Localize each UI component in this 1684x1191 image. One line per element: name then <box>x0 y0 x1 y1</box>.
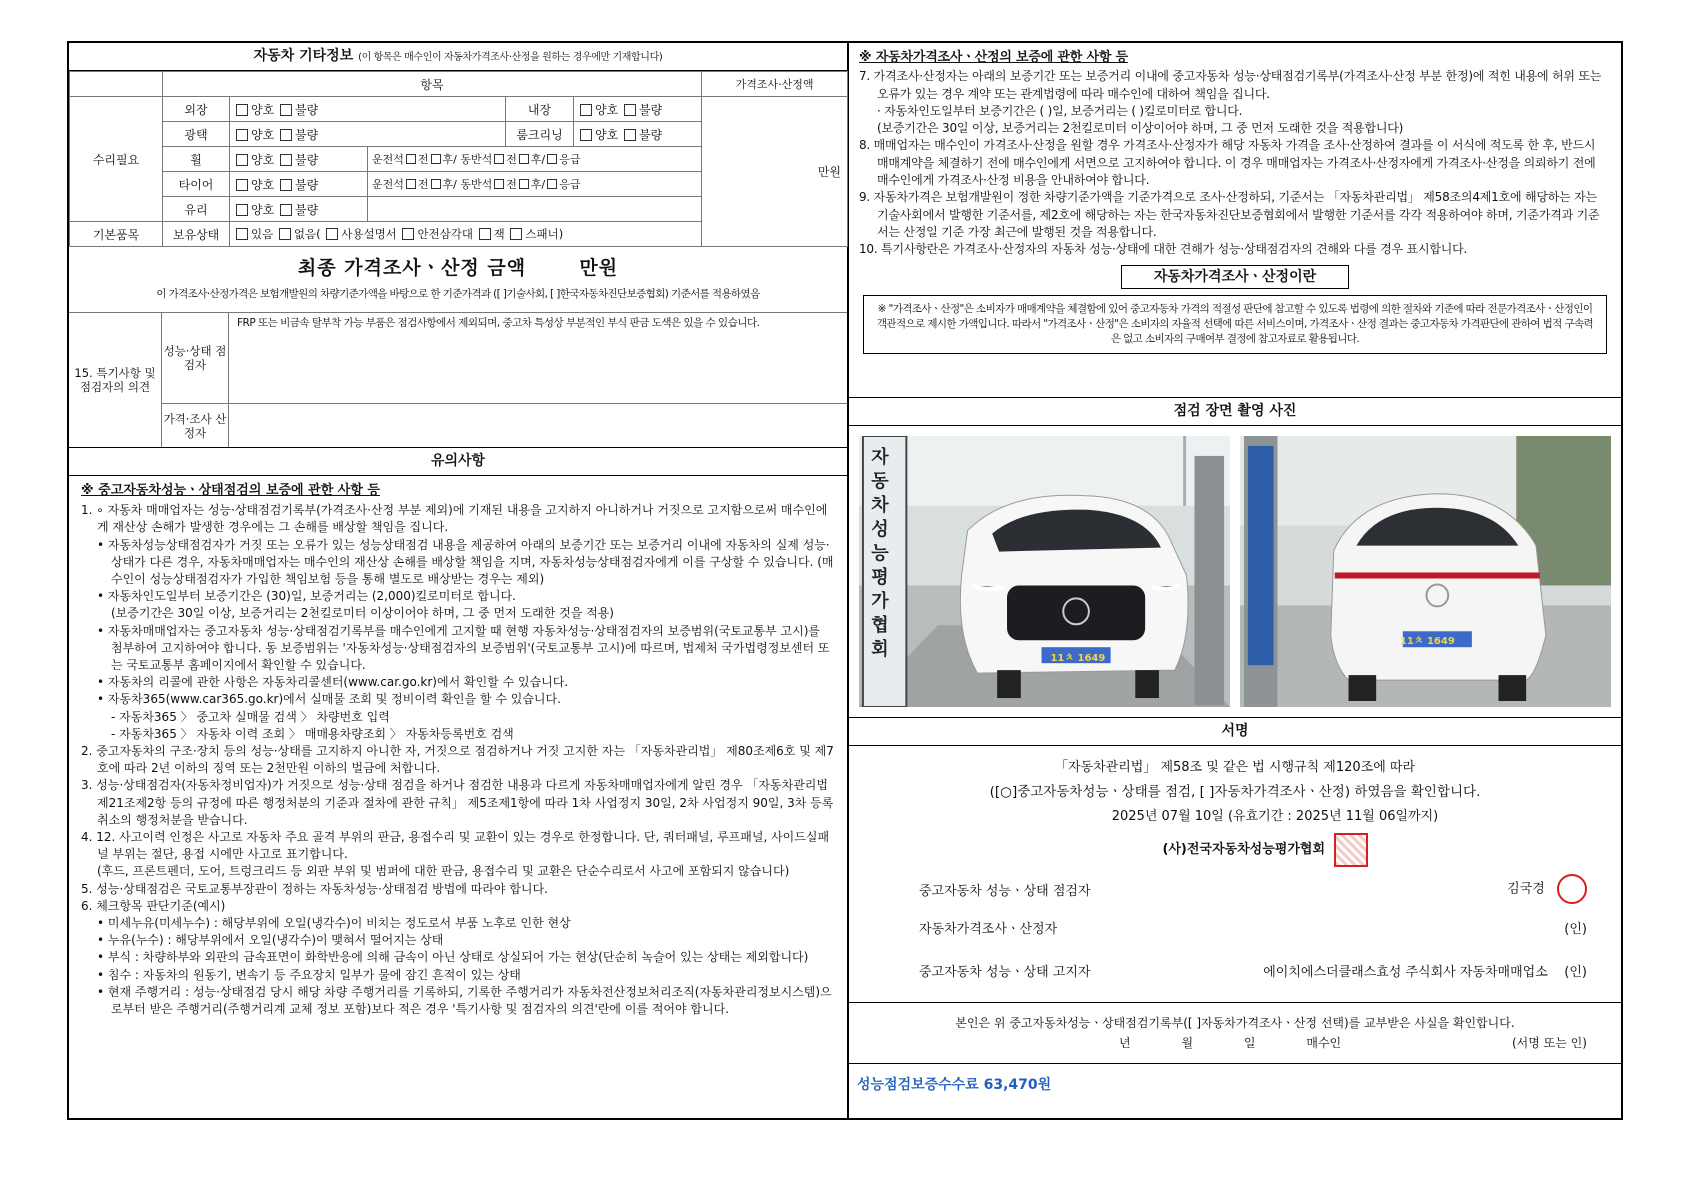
signature-block <box>849 746 1621 1104</box>
wheel-emergency-checkbox[interactable] <box>547 154 557 164</box>
tire-good-checkbox[interactable] <box>236 179 248 191</box>
signature-law-line: 「자동차관리법」 제58조 및 같은 법 시행규칙 제120조에 따라 <box>1055 760 1415 775</box>
appraisal-warranty-heading: ※ 자동차가격조사ㆍ산정의 보증에 관한 사항 등 <box>859 50 1128 65</box>
caution-header: 유의사항 <box>69 448 847 476</box>
note-4: 4. 12. 사고이력 인정은 사고로 자동차 주요 골격 부위의 판금, 용접수리 및 교환이 있는 경우로 한정합니다. 단, 쿼터패널, 루프패널, 사이드실패널 부위는 절단, 용접 시에만 사고로 표기합니다. <box>81 830 830 862</box>
row-glass: 유리 <box>163 197 230 222</box>
tire-pass-front-checkbox[interactable] <box>494 179 504 189</box>
inspector-sign-row <box>849 870 1621 908</box>
wheel-pass-rear-checkbox[interactable] <box>519 154 529 164</box>
interior-good-checkbox[interactable] <box>580 104 592 116</box>
col-price-header: 가격조사·산정액 <box>702 72 848 97</box>
other-info-title: 자동차 기타정보 <box>253 48 354 64</box>
inspector-opinion-label: 성능·상태 점검자 <box>162 313 229 403</box>
appraiser-opinion-label: 가격·조사 산정자 <box>162 404 229 447</box>
day-label: 일 <box>1243 1036 1256 1050</box>
note-6e: • 현재 주행거리 : 성능·상태점검 당시 해당 차량 주행거리를 기록하되, 기록한 주행거리가 자동차전산정보처리조직(자동차관리정보시스템)으로부터 받은 주행거리(주행거리계 교체 정보 포함)보다 적은 경우 '특기사항 및 점검자의 의견'란에 이를 적어야 합니다. <box>81 984 835 1018</box>
receipt-block <box>849 1002 1621 1053</box>
note-7b: · 자동차인도일부터 보증기간은 ( )일, 보증거리는 ( )킬로미터로 합니다. <box>877 103 1243 118</box>
interior-bad-checkbox[interactable] <box>624 104 636 116</box>
inspector-seal <box>1557 874 1587 904</box>
notifier-sign-row <box>849 946 1621 994</box>
spanner-checkbox[interactable] <box>510 228 522 240</box>
triangle-checkbox[interactable] <box>402 228 414 240</box>
notifier-seal: (인) <box>1564 964 1587 980</box>
car-front-illustration <box>859 436 1230 707</box>
notifier-name: 에이치에스더클래스효성 주식회사 자동차매매업소 <box>1263 964 1548 980</box>
wheel-driver-front-checkbox[interactable] <box>406 154 416 164</box>
note-1e: • 자동차의 리콜에 관한 사항은 자동차리콜센터(www.car.go.kr)에서 확인할 수 있습니다. <box>81 674 835 691</box>
note-4b: (후드, 프론트펜더, 도어, 트렁크리드 등 외판 부위 및 범퍼에 대한 판금, 용접수리 및 교환은 단순수리로서 사고에 포함되지 않습니다) <box>97 864 790 879</box>
right-column <box>849 43 1621 1118</box>
note-1c-detail: (보증기간은 30일 이상, 보증거리는 2천킬로미터 이상이어야 하며, 그 중 먼저 도래한 것을 적용) <box>111 606 614 621</box>
inspector-opinion-text[interactable]: FRP 또는 비금속 탈부착 가능 부품은 점검사항에서 제외되며, 중고차 특성상 부분적인 부식 판금 도색은 있을 수 있습니다. <box>237 317 760 329</box>
appraiser-opinion-text[interactable] <box>229 404 847 447</box>
inspector-role: 중고자동차 성능ㆍ상태 점검자 <box>919 883 1091 899</box>
appraiser-sign-row <box>849 908 1621 946</box>
note-8: 8. 매매업자는 매수인이 가격조사·산정을 원할 경우 가격조사·산정자가 해당 자동차 가격을 조사·산정하여 결과를 이 서식에 적도록 한 후, 반드시 매매계약을 체결하기 전에 매수인에게 서면으로 고지하여야 합니다. 이 경우 매매업자는 가격조사·산정자에게 가격조사·산정을 의뢰하기 전에 매수인에게 가격조사·산정 비용을 안내하여야 합니다. <box>859 138 1596 188</box>
final-price-unit: 만원 <box>579 257 619 279</box>
owned-none-checkbox[interactable] <box>279 228 291 240</box>
buyer-label: 매수인 <box>1306 1036 1342 1050</box>
notifier-role: 중고자동차 성능ㆍ상태 고지자 <box>919 964 1091 980</box>
special-notes-label: 15. 특기사항 및 점검자의 의견 <box>69 313 162 447</box>
special-notes-block <box>69 313 847 448</box>
price-unit: 만원 <box>702 97 848 247</box>
caution-notes-heading: ※ 중고자동차성능ㆍ상태점검의 보증에 관한 사항 등 <box>81 483 380 498</box>
appraisal-definition-title: 자동차가격조사ㆍ산정이란 <box>1121 265 1349 289</box>
row-tire: 타이어 <box>163 172 230 197</box>
photo-header: 점검 장면 촬영 사진 <box>849 398 1621 426</box>
note-1g: - 자동차365 〉 중고차 실매물 검색 〉 차량번호 입력 <box>111 709 390 724</box>
wheel-pass-front-checkbox[interactable] <box>494 154 504 164</box>
other-info-header <box>69 43 847 71</box>
wheel-good-checkbox[interactable] <box>236 154 248 166</box>
note-6: 6. 체크항목 판단기준(예시) <box>81 898 226 913</box>
basic-items-label: 기본품목 <box>70 222 163 247</box>
wheel-driver-rear-checkbox[interactable] <box>431 154 441 164</box>
row-owned: 보유상태 <box>163 222 230 247</box>
note-6c: • 부식 : 차량하부와 외판의 금속표면이 화학반응에 의해 금속이 아닌 상태로 상실되어 가는 현상(단순히 녹슬어 있는 상태는 제외합니다) <box>81 949 835 966</box>
appraisal-warranty-block <box>849 43 1621 398</box>
buyer-signature-label: (서명 또는 인) <box>1512 1036 1587 1050</box>
note-5: 5. 성능·상태점검은 국토교통부장관이 정하는 자동차성능·상태점검 방법에 따라야 합니다. <box>81 881 548 896</box>
note-9: 9. 자동차가격은 보험개발원이 정한 차량기준가액을 기준가격으로 조사·산정하되, 기준서는 「자동차관리법」 제58조의4제1호에 해당하는 자는 기술사회에서 발행한 기준서를, 제2호에 해당하는 자는 한국자동차진단보증협회에서 발행한 기준서를 각각 적용하여야 하며, 기준가격과 기준서는 산정일 기준 가장 최근에 발행된 것을 적용합니다. <box>859 190 1600 239</box>
photo-rear <box>1240 436 1611 707</box>
tire-pass-rear-checkbox[interactable] <box>519 179 529 189</box>
tire-driver-front-checkbox[interactable] <box>406 179 416 189</box>
owned-has-checkbox[interactable] <box>236 228 248 240</box>
note-6a: • 미세누유(미세누수) : 해당부위에 오일(냉각수)이 비치는 정도로서 부품 노후로 인한 현상 <box>81 915 835 932</box>
final-price-block <box>69 247 847 313</box>
photo-front <box>859 436 1230 707</box>
note-3: 3. 성능·상태점검자(자동차정비업자)가 거짓으로 성능·상태 점검을 하거나 점검한 내용과 다르게 자동차매매업자에게 알린 경우 「자동차관리법 제21조제2항 등의 규정에 따른 행정처분의 기준과 절차에 관한 규칙」 제5조제1항에 따라 1차 사업정지 30일, 2차 사업정지 90일, 3차 등록취소의 행정처분을 받습니다. <box>81 778 834 827</box>
note-10: 10. 특기사항란은 가격조사·산정자의 자동차 성능·상태에 대한 견해가 성능·상태점검자의 견해와 다를 경우 표시합니다. <box>859 242 1468 257</box>
note-7c: (보증기간은 30일 이상, 보증거리는 2천킬로미터 이상이어야 하며, 그 중 먼저 도래한 것을 적용합니다) <box>877 121 1404 136</box>
jack-checkbox[interactable] <box>479 228 491 240</box>
note-1a: 1. ∘ 자동차 매매업자는 성능·상태점검기록부(가격조사·산정 부분 제외)에 기재된 내용을 고지하지 아니하거나 거짓으로 고지함으로써 매수인에게 재산상 손해가 발생한 경우에는 그 손해를 배상할 책임을 집니다. <box>81 503 828 535</box>
signature-header: 서명 <box>849 718 1621 746</box>
inspection-fee: 성능점검보증수수료 63,470원 <box>849 1063 1621 1104</box>
exterior-good-checkbox[interactable] <box>236 104 248 116</box>
receipt-text: 본인은 위 중고자동차성능ㆍ상태점검기록부([ ]자동차가격조사ㆍ산정 선택)를 교부받은 사실을 확인합니다. <box>955 1016 1515 1030</box>
tire-driver-rear-checkbox[interactable] <box>431 179 441 189</box>
row-exterior: 외장 <box>163 97 230 122</box>
tire-emergency-checkbox[interactable] <box>547 179 557 189</box>
org-seal <box>1334 833 1368 867</box>
plate-front: 11ㅊ 1649 <box>1050 652 1106 664</box>
note-1d: • 자동차매매업자는 중고자동차 성능·상태점검기록부를 매수인에게 고지할 때 현행 자동차성능·상태점검자의 보증범위(국토교통부 고시)를 첨부하여 고지하여야 합니다. 동 보증범위는 '자동차성능·상태점검자의 보증범위'(국토교통부 고시)에 따르며, 법제처 국가법령정보센터 또는 국토교통부 홈페이지에서 확인할 수 있습니다. <box>81 623 835 675</box>
room-bad-checkbox[interactable] <box>624 129 636 141</box>
inspector-name: 김국경 <box>1507 881 1545 897</box>
org-name: (사)전국자동차성능평가협회 <box>1162 842 1326 857</box>
inspection-photos <box>849 426 1621 718</box>
gloss-good-checkbox[interactable] <box>236 129 248 141</box>
note-1b: • 자동차성능상태점검자가 거짓 또는 오류가 있는 성능상태점검 내용을 제공하여 아래의 보증기간 또는 보증거리 이내에 자동차의 실제 성능·상태가 다른 경우, 자동차매매업자는 매수인의 재산상 손해를 배상할 책임을 지며, 자동차성능상태점검자에게 이를 구상할 수 있습니다. (매수인이 성능상태점검자가 가입한 책임보험 등을 통해 별도로 배상받는 경우는 제외) <box>81 537 835 589</box>
row-wheel: 휠 <box>163 147 230 172</box>
repair-label: 수리필요 <box>70 97 163 222</box>
signature-confirm-line: ([○]중고자동차성능ㆍ상태를 점검, [ ]자동차가격조사ㆍ산정) 하였음을 확인합니다. <box>989 784 1481 800</box>
note-7: 7. 가격조사·산정자는 아래의 보증기간 또는 보증거리 이내에 중고자동차 성능·상태점검기록부(가격조사·산정 부분 한정)에 적힌 내용에 허위 또는 오류가 있는 경우 계약 또는 관계법령에 따라 매수인에 대하여 책임을 집니다. <box>859 69 1602 101</box>
glass-good-checkbox[interactable] <box>236 204 248 216</box>
org-line <box>909 830 1621 870</box>
gloss-bad-checkbox[interactable] <box>280 129 292 141</box>
col-item-header: 항목 <box>163 72 702 97</box>
wall-sign: 자동차성능평가협회 <box>871 447 889 660</box>
tire-bad-checkbox[interactable] <box>280 179 292 191</box>
note-1f: • 자동차365(www.car365.go.kr)에서 실매물 조회 및 정비이력 확인을 할 수 있습니다. <box>81 691 835 708</box>
note-1h: - 자동차365 〉 자동차 이력 조회 〉 매매용차량조회 〉 자동차등록번호 검색 <box>111 726 514 741</box>
note-2: 2. 중고자동차의 구조·장치 등의 성능·상태를 고지하지 아니한 자, 거짓으로 점검하거나 거짓 고지한 자는 「자동차관리법」 제80조제6호 및 제7호에 따라 2년 이하의 징역 또는 2천만원 이하의 벌금에 처합니다. <box>81 744 834 776</box>
row-gloss: 광택 <box>163 122 230 147</box>
document-frame <box>67 41 1623 1120</box>
appraisal-definition-text: ※ "가격조사ㆍ산정"은 소비자가 매매계약을 체결함에 있어 중고자동차 가격의 적절성 판단에 참고할 수 있도록 법령에 의한 절차와 기준에 따라 전문가격조사ㆍ산정인이 객관적으로 제시한 가액입니다. 따라서 "가격조사ㆍ산정"은 소비자의 자율적 선택에 따른 서비스이며, 가격조사ㆍ산정 결과는 중고자동차 가격판단에 관하여 법적 구속력은 없고 소비자의 구매여부 결정에 참고자료로 활용됩니다. <box>863 295 1607 354</box>
other-info-subtitle: (이 항목은 매수인이 자동차가격조사·산정을 원하는 경우에만 기재합니다) <box>358 52 663 63</box>
final-price-title: 최종 가격조사ㆍ산정 금액 <box>297 257 527 279</box>
row-room-cleaning: 룸크리닝 <box>506 122 574 147</box>
final-price-note: 이 가격조사·산정가격은 보험개발원의 차량기준가액을 바탕으로 한 기준가격과 ([ ]기술사회, [ ]한국자동차진단보증협회) 기준서를 적용하였음 <box>156 288 760 300</box>
manual-checkbox[interactable] <box>326 228 338 240</box>
plate-rear: 11ㅊ 1649 <box>1399 636 1455 648</box>
exterior-bad-checkbox[interactable] <box>280 104 292 116</box>
note-6d: • 침수 : 자동차의 원동기, 변속기 등 주요장치 일부가 물에 잠긴 흔적이 있는 상태 <box>81 967 835 984</box>
car-rear-illustration <box>1240 436 1611 707</box>
appraiser-seal: (인) <box>1564 921 1587 937</box>
other-info-table: 항목 가격조사·산정액 수리필요 외장 양호 불량 내장 양호 불량 만원 광택 양호 불량 룸크리닝 양호 불량 휠 양호 불량 운전석 전 후/ 동반석 전 후/ 응급 타이어 양호 불량 운전석 전 후/ 동반석 전 후/ 응급 유리 양호 불량 기본품목 보유상태 있음 없음( 사용설명서 안전삼각대 잭 스패너) <box>69 71 848 247</box>
year-label: 년 <box>1119 1036 1131 1050</box>
left-column <box>69 43 849 1118</box>
room-good-checkbox[interactable] <box>580 129 592 141</box>
month-label: 월 <box>1181 1036 1194 1050</box>
appraiser-role: 자동차가격조사ㆍ산정자 <box>919 921 1058 937</box>
signature-date: 2025년 07월 10일 (유효기간 : 2025년 11월 06일까지) <box>1111 809 1439 824</box>
receipt-date-row <box>849 1033 1621 1053</box>
glass-bad-checkbox[interactable] <box>280 204 292 216</box>
wheel-bad-checkbox[interactable] <box>280 154 292 166</box>
note-1c: • 자동차인도일부터 보증기간은 (30)일, 보증거리는 (2,000)킬로미터로 합니다. <box>81 588 835 605</box>
caution-notes <box>69 476 847 1024</box>
note-6b: • 누유(누수) : 해당부위에서 오일(냉각수)이 맺혀서 떨어지는 상태 <box>81 932 835 949</box>
row-interior: 내장 <box>506 97 574 122</box>
